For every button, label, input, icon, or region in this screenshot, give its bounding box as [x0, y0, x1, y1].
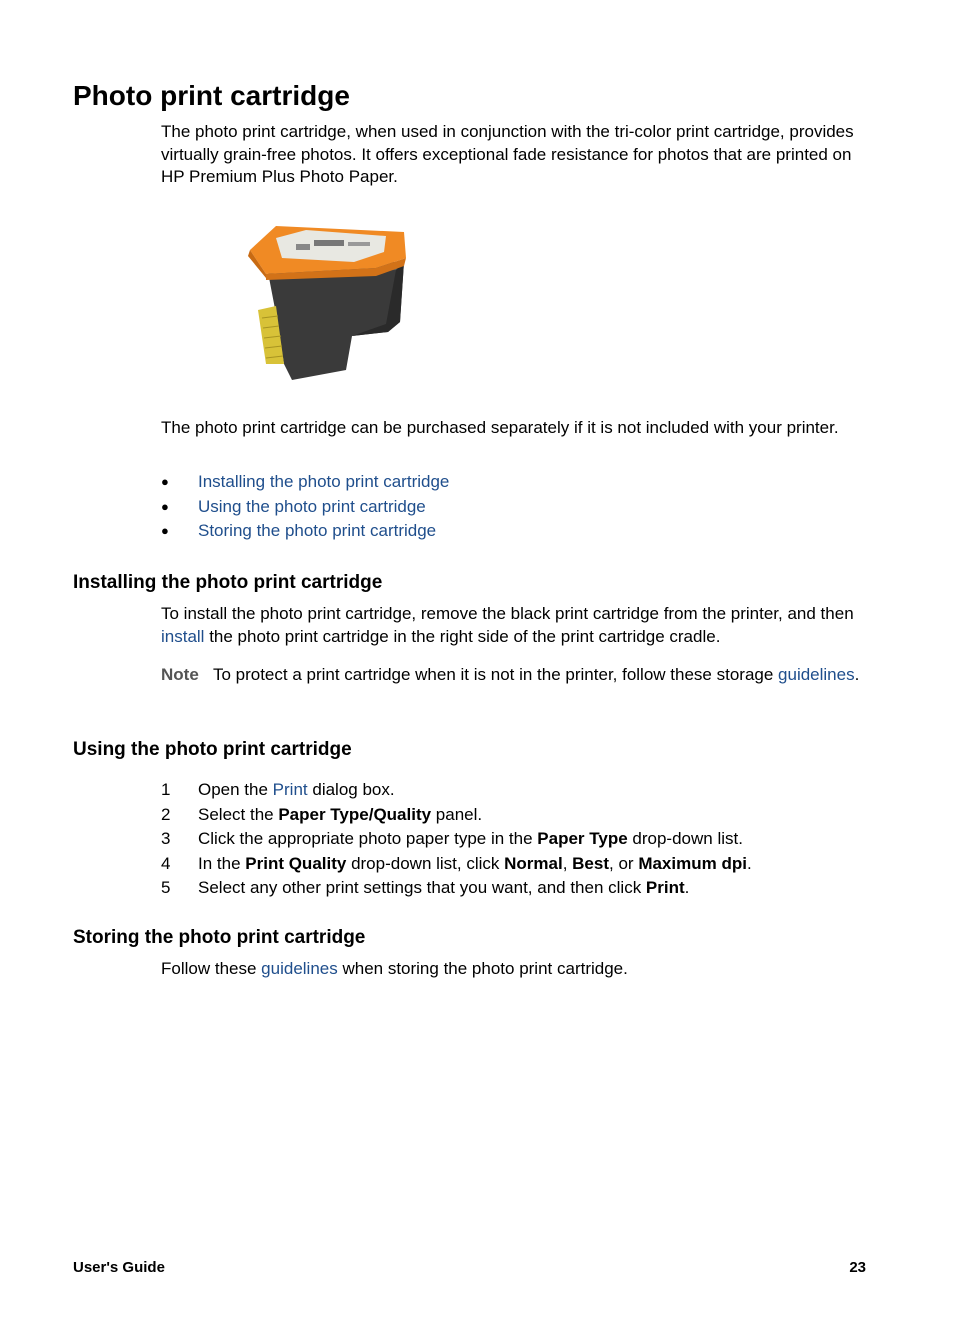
print-link[interactable]: Print: [272, 780, 308, 799]
list-item: [161, 470, 449, 495]
photo-print-cartridge-image: [236, 214, 416, 390]
page-number: 23: [849, 1259, 866, 1276]
list-item: 2 Select the Paper Type/Quality panel.: [161, 804, 483, 824]
topic-link-list: [161, 470, 449, 544]
note-paragraph: Note To protect a print cartridge when it is not in the printer, follow these storage guidelines.: [161, 665, 860, 684]
link-storing[interactable]: Storing the photo print cartridge: [198, 521, 437, 540]
section-heading-installing: Installing the photo print cartridge: [73, 572, 383, 593]
list-item: [161, 519, 449, 544]
steps-list: [161, 778, 752, 901]
list-item: 3 Click the appropriate photo paper type in the Paper Type drop-down list.: [161, 829, 743, 848]
bullet-icon: ●: [161, 474, 169, 489]
footer-title: User's Guide: [73, 1259, 165, 1276]
install-paragraph: To install the photo print cartridge, remove the black print cartridge from the printer, and then install the photo print cartridge in the right side of the print cartridge cradle.: [161, 604, 854, 646]
list-item: [161, 495, 449, 520]
guidelines-link[interactable]: guidelines: [261, 959, 338, 978]
guidelines-link[interactable]: guidelines: [778, 665, 855, 684]
page-title: Photo print cartridge: [73, 80, 350, 111]
list-item: 5 Select any other print settings that you want, and then click Print.: [161, 878, 690, 897]
note-label: Note: [161, 665, 199, 684]
bullet-icon: ●: [161, 498, 169, 514]
link-using[interactable]: Using the photo print cartridge: [198, 496, 426, 516]
bullet-icon: ●: [161, 523, 169, 538]
section-heading-using: Using the photo print cartridge: [73, 739, 352, 760]
storing-paragraph: Follow these guidelines when storing the photo print cartridge.: [161, 959, 628, 978]
link-installing[interactable]: Installing the photo print cartridge: [198, 472, 450, 491]
section-heading-storing: Storing the photo print cartridge: [73, 927, 366, 948]
list-item: 1 Open the Print dialog box.: [161, 780, 395, 799]
intro-paragraph: The photo print cartridge, when used in conjunction with the tri-color print cartridge, provides virtually grain-free photos. It offers exceptional fade resistance for photos that are printed on HP Premium Plus Photo Paper.: [161, 122, 854, 186]
purchase-paragraph: The photo print cartridge can be purchased separately if it is not included with your printer.: [161, 418, 839, 437]
list-item: 4 In the Print Quality drop-down list, click Normal, Best, or Maximum dpi.: [161, 853, 752, 873]
install-link[interactable]: install: [161, 626, 205, 646]
